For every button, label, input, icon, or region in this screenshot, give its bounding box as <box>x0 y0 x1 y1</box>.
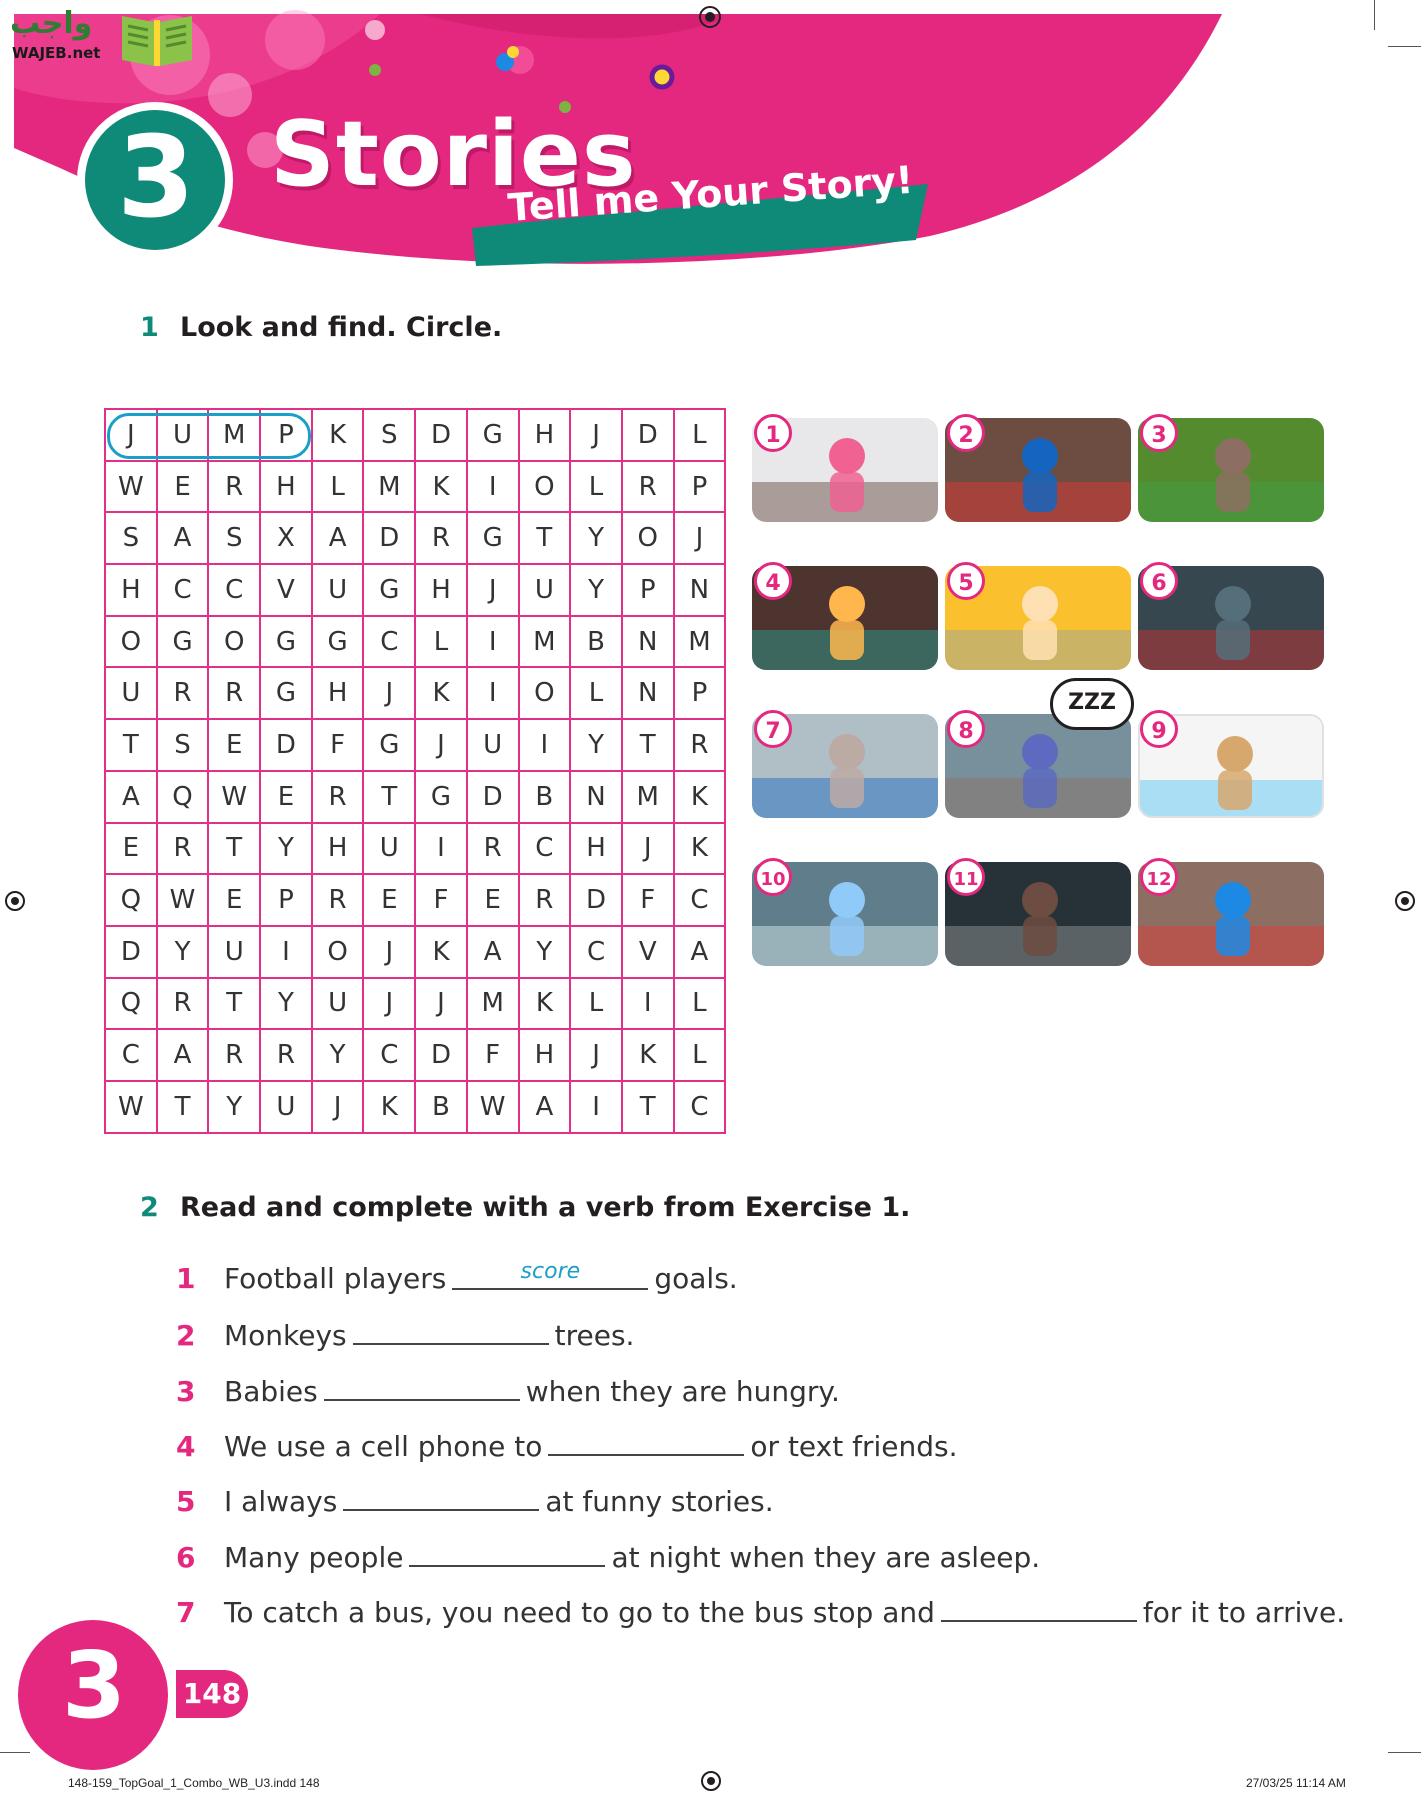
grid-letter[interactable]: T <box>157 1081 209 1133</box>
grid-letter[interactable]: C <box>519 823 571 875</box>
grid-letter[interactable]: G <box>467 512 519 564</box>
grid-letter[interactable]: E <box>208 719 260 771</box>
grid-letter[interactable]: J <box>363 926 415 978</box>
book-icon <box>118 8 196 70</box>
sentence-item <box>176 1428 958 1463</box>
grid-letter[interactable]: T <box>208 823 260 875</box>
sentence-end: at night when they are asleep. <box>611 1540 1041 1574</box>
grid-letter[interactable]: T <box>519 512 571 564</box>
grid-letter[interactable]: W <box>105 1081 157 1133</box>
grid-letter[interactable]: Q <box>105 978 157 1030</box>
grid-letter[interactable]: L <box>415 616 467 668</box>
grid-row <box>105 823 725 875</box>
grid-letter[interactable]: K <box>622 1029 674 1081</box>
sentence-number: 7 <box>176 1595 196 1629</box>
answer-blank[interactable] <box>409 1539 605 1567</box>
grid-letter[interactable]: P <box>674 461 726 513</box>
answer-blank[interactable] <box>343 1483 539 1511</box>
grid-letter[interactable]: L <box>674 1029 726 1081</box>
photo-number-badge: 4 <box>754 562 792 600</box>
grid-letter[interactable]: R <box>312 771 364 823</box>
photo-number-badge: 10 <box>754 858 792 896</box>
grid-letter[interactable]: G <box>312 616 364 668</box>
photo-number-badge: 5 <box>947 562 985 600</box>
grid-letter[interactable]: D <box>622 409 674 461</box>
grid-letter[interactable]: G <box>260 667 312 719</box>
grid-letter[interactable]: R <box>415 512 467 564</box>
grid-row <box>105 667 725 719</box>
grid-letter[interactable]: H <box>260 461 312 513</box>
grid-letter[interactable]: M <box>622 771 674 823</box>
grid-letter[interactable]: O <box>519 667 571 719</box>
grid-letter[interactable]: H <box>312 667 364 719</box>
logo-arabic-text: واجب <box>10 6 93 41</box>
grid-letter[interactable]: K <box>312 409 364 461</box>
answer-text: score <box>520 1259 581 1284</box>
sleep-bubble: ZZZ <box>1050 678 1134 730</box>
sentence-start: I always <box>224 1485 338 1519</box>
grid-row <box>105 719 725 771</box>
grid-letter[interactable]: A <box>105 771 157 823</box>
grid-letter[interactable]: S <box>105 512 157 564</box>
photo-number-badge: 7 <box>754 710 792 748</box>
grid-letter[interactable]: Q <box>157 771 209 823</box>
file-slug: 148-159_TopGoal_1_Combo_WB_U3.indd 148 <box>68 1776 320 1790</box>
registration-mark-icon <box>700 1770 722 1792</box>
grid-row <box>105 978 725 1030</box>
answer-blank[interactable] <box>452 1259 648 1290</box>
grid-letter[interactable]: F <box>467 1029 519 1081</box>
grid-letter[interactable]: G <box>363 564 415 616</box>
grid-row <box>105 771 725 823</box>
grid-letter[interactable]: R <box>157 667 209 719</box>
grid-letter[interactable]: T <box>622 1081 674 1133</box>
grid-letter[interactable]: F <box>415 874 467 926</box>
grid-letter[interactable]: A <box>312 512 364 564</box>
grid-letter[interactable]: Y <box>519 926 571 978</box>
grid-letter[interactable]: E <box>157 461 209 513</box>
grid-letter[interactable]: H <box>570 823 622 875</box>
grid-letter[interactable]: D <box>570 874 622 926</box>
grid-letter[interactable]: N <box>674 564 726 616</box>
grid-letter[interactable]: E <box>105 823 157 875</box>
grid-letter[interactable]: L <box>570 667 622 719</box>
sentence-number: 5 <box>176 1485 196 1519</box>
grid-row <box>105 874 725 926</box>
grid-letter[interactable]: L <box>570 978 622 1030</box>
trim-mark <box>0 1752 30 1753</box>
grid-letter[interactable]: O <box>105 616 157 668</box>
grid-letter[interactable]: D <box>363 512 415 564</box>
sentence-number: 1 <box>176 1262 196 1295</box>
grid-letter[interactable]: I <box>260 926 312 978</box>
grid-letter[interactable]: O <box>208 616 260 668</box>
grid-letter[interactable]: K <box>415 926 467 978</box>
grid-letter[interactable]: G <box>415 771 467 823</box>
grid-letter[interactable]: J <box>415 719 467 771</box>
grid-row <box>105 564 725 616</box>
unit-title: Stories <box>270 102 637 207</box>
grid-letter[interactable]: U <box>208 926 260 978</box>
grid-letter[interactable]: V <box>260 564 312 616</box>
exercise-number: 2 <box>140 1192 159 1223</box>
exercise-instruction: Read and complete with a verb from Exercise 1. <box>180 1192 911 1223</box>
photo-number-badge: 1 <box>754 414 792 452</box>
grid-letter[interactable]: R <box>208 461 260 513</box>
sentence-end: for it to arrive. <box>1142 1595 1346 1629</box>
grid-letter[interactable]: R <box>157 978 209 1030</box>
grid-letter[interactable]: K <box>674 771 726 823</box>
sentence-item <box>176 1259 738 1295</box>
grid-letter[interactable]: R <box>260 1029 312 1081</box>
sentence-end: or text friends. <box>750 1429 958 1463</box>
grid-letter[interactable]: Y <box>570 719 622 771</box>
grid-letter[interactable]: I <box>570 1081 622 1133</box>
sentence-end: at funny stories. <box>545 1485 774 1519</box>
grid-letter[interactable]: U <box>467 719 519 771</box>
photo-number-badge: 12 <box>1140 858 1178 896</box>
photo-number-badge: 6 <box>1140 562 1178 600</box>
grid-row <box>105 926 725 978</box>
grid-letter[interactable]: S <box>208 512 260 564</box>
grid-letter[interactable]: H <box>415 564 467 616</box>
grid-letter[interactable]: L <box>570 461 622 513</box>
grid-letter[interactable]: E <box>208 874 260 926</box>
grid-letter[interactable]: Y <box>157 926 209 978</box>
answer-blank[interactable] <box>548 1428 744 1456</box>
registration-mark-icon <box>4 890 26 912</box>
grid-letter[interactable]: G <box>260 616 312 668</box>
photo-number-badge: 11 <box>947 858 985 896</box>
sentence-start: Many people <box>224 1540 404 1574</box>
grid-letter[interactable]: B <box>570 616 622 668</box>
grid-letter[interactable]: Y <box>208 1081 260 1133</box>
registration-mark-icon <box>1394 890 1416 912</box>
grid-letter[interactable]: J <box>674 512 726 564</box>
photo-number-badge: 8 <box>947 710 985 748</box>
grid-letter[interactable]: R <box>157 823 209 875</box>
grid-letter[interactable]: R <box>674 719 726 771</box>
grid-letter[interactable]: Y <box>312 1029 364 1081</box>
grid-letter[interactable]: I <box>467 667 519 719</box>
grid-letter[interactable]: L <box>674 409 726 461</box>
grid-letter[interactable]: U <box>105 667 157 719</box>
grid-letter[interactable]: J <box>622 823 674 875</box>
grid-letter[interactable]: J <box>415 978 467 1030</box>
grid-letter[interactable]: C <box>674 874 726 926</box>
exercise-number: 1 <box>140 312 159 343</box>
sentence-item <box>176 1483 774 1518</box>
grid-letter[interactable]: V <box>622 926 674 978</box>
sentence-item <box>176 1539 1040 1574</box>
grid-letter[interactable]: U <box>312 978 364 1030</box>
grid-letter[interactable]: C <box>105 1029 157 1081</box>
photo-number-badge: 2 <box>947 414 985 452</box>
logo-english-text: WAJEB.net <box>12 44 101 62</box>
grid-letter[interactable]: I <box>467 616 519 668</box>
page-number: 148 <box>176 1670 248 1718</box>
grid-letter[interactable]: R <box>208 667 260 719</box>
sentence-number: 6 <box>176 1540 196 1574</box>
grid-letter[interactable]: J <box>570 409 622 461</box>
grid-letter[interactable]: M <box>363 461 415 513</box>
grid-letter[interactable]: R <box>312 874 364 926</box>
grid-letter[interactable]: J <box>363 667 415 719</box>
grid-letter[interactable]: O <box>622 512 674 564</box>
sentence-number: 4 <box>176 1429 196 1463</box>
unit-subtitle: Tell me Your Story! <box>506 157 915 230</box>
grid-letter[interactable]: C <box>570 926 622 978</box>
grid-letter[interactable]: W <box>467 1081 519 1133</box>
grid-letter[interactable]: J <box>312 1081 364 1133</box>
grid-letter[interactable]: E <box>260 771 312 823</box>
grid-letter[interactable]: Y <box>570 512 622 564</box>
word-search-grid <box>104 408 726 1134</box>
grid-letter[interactable]: Y <box>260 823 312 875</box>
sentence-number: 2 <box>176 1319 196 1353</box>
grid-letter[interactable]: M <box>519 616 571 668</box>
grid-letter[interactable]: U <box>157 409 209 461</box>
grid-letter[interactable]: W <box>105 461 157 513</box>
grid-letter[interactable]: T <box>363 771 415 823</box>
grid-letter[interactable]: R <box>208 1029 260 1081</box>
exercise-2-heading <box>140 1192 910 1223</box>
grid-letter[interactable]: N <box>622 616 674 668</box>
grid-letter[interactable]: J <box>570 1029 622 1081</box>
sentence-start: To catch a bus, you need to go to the bus stop and <box>224 1595 935 1629</box>
grid-letter[interactable]: L <box>674 978 726 1030</box>
sentence-start: Babies <box>224 1374 318 1408</box>
grid-letter[interactable]: I <box>519 719 571 771</box>
grid-letter[interactable]: H <box>105 564 157 616</box>
grid-row <box>105 616 725 668</box>
grid-letter[interactable]: U <box>260 1081 312 1133</box>
grid-letter[interactable]: D <box>415 409 467 461</box>
sentence-item <box>176 1317 634 1352</box>
grid-letter[interactable]: M <box>674 616 726 668</box>
grid-letter[interactable]: H <box>519 1029 571 1081</box>
grid-letter[interactable]: D <box>260 719 312 771</box>
grid-letter[interactable]: A <box>467 926 519 978</box>
grid-letter[interactable]: I <box>467 461 519 513</box>
print-timestamp: 27/03/25 11:14 AM <box>1246 1776 1346 1790</box>
grid-letter[interactable]: D <box>467 771 519 823</box>
sentence-end: goals. <box>654 1262 738 1295</box>
grid-letter[interactable]: U <box>519 564 571 616</box>
grid-letter[interactable]: K <box>674 823 726 875</box>
grid-letter[interactable]: G <box>363 719 415 771</box>
unit-number: 3 <box>117 113 195 243</box>
answer-blank[interactable] <box>941 1594 1137 1622</box>
grid-letter[interactable]: Q <box>105 874 157 926</box>
grid-letter[interactable]: O <box>312 926 364 978</box>
grid-letter[interactable]: P <box>622 564 674 616</box>
grid-letter[interactable]: I <box>415 823 467 875</box>
grid-letter[interactable]: C <box>363 616 415 668</box>
grid-letter[interactable]: F <box>312 719 364 771</box>
grid-letter[interactable]: H <box>312 823 364 875</box>
grid-letter[interactable]: P <box>260 409 312 461</box>
grid-row <box>105 1081 725 1133</box>
trim-mark <box>1388 1752 1421 1753</box>
grid-letter[interactable]: X <box>260 512 312 564</box>
grid-letter[interactable]: P <box>674 667 726 719</box>
grid-letter[interactable]: Y <box>260 978 312 1030</box>
grid-letter[interactable]: T <box>622 719 674 771</box>
grid-letter[interactable]: J <box>105 409 157 461</box>
grid-letter[interactable]: J <box>467 564 519 616</box>
grid-letter[interactable]: K <box>415 461 467 513</box>
grid-letter[interactable]: D <box>105 926 157 978</box>
grid-letter[interactable]: A <box>157 512 209 564</box>
answer-blank[interactable] <box>353 1317 549 1345</box>
grid-letter[interactable]: U <box>363 823 415 875</box>
sentence-number: 3 <box>176 1374 196 1408</box>
grid-letter[interactable]: S <box>363 409 415 461</box>
grid-letter[interactable]: O <box>519 461 571 513</box>
sentence-start: We use a cell phone to <box>224 1429 543 1463</box>
grid-letter[interactable]: S <box>157 719 209 771</box>
grid-letter[interactable]: K <box>519 978 571 1030</box>
sentence-item <box>176 1594 1345 1629</box>
grid-letter[interactable]: M <box>467 978 519 1030</box>
answer-circle <box>107 413 311 459</box>
photo-number-badge: 9 <box>1140 710 1178 748</box>
grid-letter[interactable]: R <box>519 874 571 926</box>
exercise-1-heading <box>140 312 502 343</box>
answer-blank[interactable] <box>324 1373 520 1401</box>
grid-letter[interactable]: P <box>260 874 312 926</box>
footer-unit-number: 3 <box>62 1632 127 1739</box>
grid-letter[interactable]: R <box>467 823 519 875</box>
sentence-start: Football players <box>224 1262 447 1295</box>
grid-letter[interactable]: D <box>415 1029 467 1081</box>
grid-letter[interactable]: N <box>622 667 674 719</box>
grid-letter[interactable]: C <box>157 564 209 616</box>
grid-letter[interactable]: H <box>519 409 571 461</box>
trim-mark <box>1374 0 1375 30</box>
photo-number-badge: 3 <box>1140 414 1178 452</box>
grid-row <box>105 1029 725 1081</box>
grid-letter[interactable]: A <box>519 1081 571 1133</box>
grid-letter[interactable]: L <box>312 461 364 513</box>
grid-row <box>105 512 725 564</box>
exercise-instruction: Look and find. Circle. <box>180 312 503 343</box>
grid-letter[interactable]: R <box>622 461 674 513</box>
grid-letter[interactable]: B <box>519 771 571 823</box>
grid-letter[interactable]: I <box>622 978 674 1030</box>
sentence-end: when they are hungry. <box>525 1374 840 1408</box>
grid-letter[interactable]: B <box>415 1081 467 1133</box>
wajeb-logo <box>10 6 190 66</box>
grid-letter[interactable]: G <box>467 409 519 461</box>
grid-letter[interactable]: T <box>208 978 260 1030</box>
grid-letter[interactable]: F <box>622 874 674 926</box>
grid-letter[interactable]: N <box>570 771 622 823</box>
sentence-end: trees. <box>554 1319 635 1353</box>
grid-letter[interactable]: C <box>363 1029 415 1081</box>
grid-letter[interactable]: W <box>208 771 260 823</box>
grid-letter[interactable]: G <box>157 616 209 668</box>
grid-letter[interactable]: J <box>363 978 415 1030</box>
grid-letter[interactable]: C <box>674 1081 726 1133</box>
grid-letter[interactable]: Y <box>570 564 622 616</box>
grid-letter[interactable]: K <box>363 1081 415 1133</box>
grid-letter[interactable]: U <box>312 564 364 616</box>
grid-letter[interactable]: C <box>208 564 260 616</box>
grid-letter[interactable]: E <box>363 874 415 926</box>
trim-mark <box>1388 46 1421 47</box>
grid-letter[interactable]: A <box>157 1029 209 1081</box>
grid-letter[interactable]: W <box>157 874 209 926</box>
grid-letter[interactable]: T <box>105 719 157 771</box>
grid-letter[interactable]: E <box>467 874 519 926</box>
sentence-start: Monkeys <box>224 1319 347 1353</box>
grid-letter[interactable]: A <box>674 926 726 978</box>
grid-letter[interactable]: K <box>415 667 467 719</box>
grid-letter[interactable]: M <box>208 409 260 461</box>
sentence-item <box>176 1373 840 1408</box>
grid-row <box>105 461 725 513</box>
